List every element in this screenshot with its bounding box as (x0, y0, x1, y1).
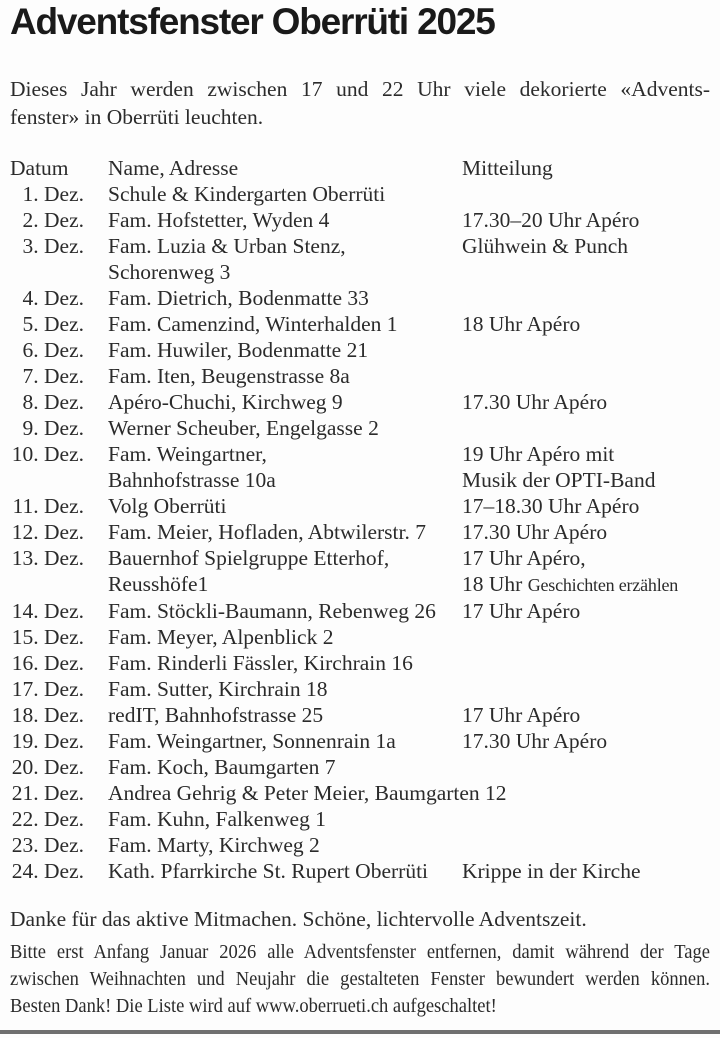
name-line: Werner Scheuber, Engelgasse 2 (108, 416, 379, 440)
row-name-address (108, 545, 462, 598)
row-date: 23. Dez. (11, 833, 84, 857)
row-name-address (108, 806, 462, 832)
note-line: 17–18.30 Uhr Apéro (462, 494, 640, 518)
schedule-table (10, 155, 710, 884)
row-name-address (108, 363, 462, 389)
row-name-address (108, 780, 507, 806)
table-row (10, 363, 710, 389)
table-row (10, 650, 710, 676)
note-line: 17 Uhr Apéro, (462, 546, 586, 570)
name-line: Volg Oberrüti (108, 494, 227, 518)
footer-notice-line-1: Bitte erst Anfang Januar 2026 alle Adventsfenster entfernen, damit während der Tage (10, 941, 710, 963)
bottom-divider (0, 1030, 720, 1034)
row-date: 14. Dez. (11, 599, 84, 623)
row-mitteilung (462, 624, 710, 650)
row-date: 19. Dez. (11, 729, 84, 753)
name-line: Bahnhofstrasse 10a (108, 468, 276, 492)
name-line: Apéro-Chuchi, Kirchweg 9 (108, 390, 343, 414)
name-line: Andrea Gehrig & Peter Meier, Baumgarten 12 (108, 781, 507, 805)
row-name-address (108, 728, 462, 754)
name-line: Fam. Stöckli-Baumann, Rebenweg 26 (108, 599, 436, 623)
row-date: 16. Dez. (11, 651, 84, 675)
note-line (462, 571, 710, 598)
row-mitteilung (462, 233, 710, 285)
table-row (10, 311, 710, 337)
row-name-address (108, 207, 462, 233)
row-mitteilung (462, 650, 710, 676)
name-line: Fam. Rinderli Fässler, Kirchrain 16 (108, 651, 413, 675)
note-line: 17.30 Uhr Apéro (462, 520, 608, 544)
note-line: 17.30 Uhr Apéro (462, 729, 608, 753)
row-date: 9. Dez. (22, 416, 84, 440)
row-date: 17. Dez. (11, 677, 84, 701)
footer (10, 906, 710, 1020)
name-line: Fam. Iten, Beugenstrasse 8a (108, 364, 350, 388)
row-mitteilung (462, 363, 710, 389)
table-row (10, 493, 710, 519)
row-mitteilung (462, 181, 710, 207)
table-row (10, 702, 710, 728)
table-row (10, 519, 710, 545)
row-mitteilung (462, 545, 710, 598)
row-date: 15. Dez. (11, 625, 84, 649)
row-mitteilung (462, 337, 710, 363)
row-mitteilung (462, 311, 710, 337)
row-date: 3. Dez. (22, 234, 84, 258)
name-line: Fam. Weingartner, Sonnenrain 1a (108, 729, 396, 753)
row-name-address (108, 389, 462, 415)
note-line: Krippe in der Kirche (462, 859, 641, 883)
name-line: Fam. Meyer, Alpenblick 2 (108, 625, 334, 649)
name-line: Fam. Marty, Kirchweg 2 (108, 833, 320, 857)
row-mitteilung (462, 285, 710, 311)
name-line: Bauernhof Spielgruppe Etterhof, (108, 546, 390, 570)
row-date: 18. Dez. (11, 703, 84, 727)
name-line: Fam. Huwiler, Bodenmatte 21 (108, 338, 369, 362)
name-line: redIT, Bahnhofstrasse 25 (108, 703, 324, 727)
row-mitteilung (462, 702, 710, 728)
row-date: 8. Dez. (22, 390, 84, 414)
row-mitteilung (462, 728, 710, 754)
row-date: 6. Dez. (22, 338, 84, 362)
footer-notice-line-2: zwischen Weihnachten und Neujahr die gestalteten Fenster bewundert werden können. (10, 968, 710, 990)
footer-notice (10, 939, 710, 1020)
table-row (10, 389, 710, 415)
row-mitteilung (462, 676, 710, 702)
row-mitteilung (462, 493, 710, 519)
row-date: 7. Dez. (22, 364, 84, 388)
intro-text (10, 75, 710, 131)
row-date: 12. Dez. (11, 520, 84, 544)
row-name-address (108, 311, 462, 337)
footer-final-text: Besten Dank! Die Liste wird auf www.oberrueti.ch aufgeschaltet! (10, 995, 497, 1017)
row-date: 4. Dez. (22, 286, 84, 310)
row-name-address (108, 519, 462, 545)
row-date: 10. Dez. (11, 442, 84, 466)
table-row (10, 415, 710, 441)
row-mitteilung (462, 832, 710, 858)
row-mitteilung (462, 207, 710, 233)
row-name-address (108, 832, 462, 858)
name-line: Fam. Dietrich, Bodenmatte 33 (108, 286, 369, 310)
page-title: Adventsfenster Oberrüti 2025 (10, 1, 495, 42)
row-name-address (108, 181, 462, 207)
row-date: 22. Dez. (11, 807, 84, 831)
intro-line-1: Dieses Jahr werden zwischen 17 und 22 Uhr viele dekorierte «Advents- (10, 77, 710, 101)
table-row (10, 598, 710, 624)
row-date: 5. Dez. (22, 312, 84, 336)
row-date: 1. Dez. (22, 182, 84, 206)
note-line: 18 Uhr Apéro (462, 312, 581, 336)
table-row (10, 207, 710, 233)
schedule-table-body (10, 181, 710, 884)
intro-line-2: fenster» in Oberrüti leuchten. (10, 105, 264, 129)
row-name-address (108, 598, 462, 624)
table-row (10, 545, 710, 598)
note-line: Glühwein & Punch (462, 234, 629, 258)
row-mitteilung (462, 598, 710, 624)
table-row (10, 780, 710, 806)
table-row (10, 676, 710, 702)
table-row (10, 285, 710, 311)
name-line: Kath. Pfarrkirche St. Rupert Oberrüti (108, 859, 429, 883)
name-line: Fam. Koch, Baumgarten 7 (108, 755, 336, 779)
row-mitteilung (462, 858, 710, 884)
row-name-address (108, 285, 462, 311)
row-name-address (108, 702, 462, 728)
table-row (10, 754, 710, 780)
table-row (10, 858, 710, 884)
row-date: 24. Dez. (11, 859, 84, 883)
note-small: Geschichten erzählen (527, 575, 679, 595)
footer-thanks-text: Danke für das aktive Mitmachen. Schöne, lichtervolle Adventszeit. (10, 907, 587, 931)
row-mitteilung (462, 519, 710, 545)
header-date: Datum (10, 156, 69, 180)
table-row (10, 181, 710, 207)
table-row (10, 832, 710, 858)
name-line: Fam. Camenzind, Winterhalden 1 (108, 312, 398, 336)
name-line: Fam. Meier, Hofladen, Abtwilerstr. 7 (108, 520, 426, 544)
note-main: 18 Uhr (462, 572, 528, 596)
name-line: Schule & Kindergarten Oberrüti (108, 182, 386, 206)
table-row (10, 624, 710, 650)
row-date: 21. Dez. (11, 781, 84, 805)
row-name-address (108, 337, 462, 363)
row-date: 2. Dez. (22, 208, 84, 232)
name-line: Fam. Luzia & Urban Stenz, (108, 234, 346, 258)
note-line: 17 Uhr Apéro (462, 703, 581, 727)
row-date: 20. Dez. (11, 755, 84, 779)
row-name-address (108, 441, 462, 493)
row-name-address (108, 676, 462, 702)
table-row (10, 806, 710, 832)
row-name-address (108, 754, 462, 780)
row-mitteilung (462, 754, 710, 780)
table-row (10, 441, 710, 493)
header-name-address: Name, Adresse (108, 156, 239, 180)
row-mitteilung (462, 389, 710, 415)
row-date: 13. Dez. (11, 546, 84, 570)
row-name-address (108, 493, 462, 519)
name-line: Fam. Weingartner, (108, 442, 267, 466)
note-line: 17.30–20 Uhr Apéro (462, 208, 640, 232)
note-line: Musik der OPTI-Band (462, 468, 656, 492)
table-row (10, 233, 710, 285)
row-name-address (108, 233, 462, 285)
table-row (10, 337, 710, 363)
note-line: 17.30 Uhr Apéro (462, 390, 608, 414)
row-name-address (108, 624, 462, 650)
name-line: Reusshöfe1 (108, 572, 209, 596)
row-mitteilung (462, 441, 710, 493)
row-mitteilung (462, 415, 710, 441)
table-row (10, 728, 710, 754)
row-mitteilung (462, 806, 710, 832)
row-name-address (108, 650, 462, 676)
note-line: 19 Uhr Apéro mit (462, 442, 615, 466)
row-name-address (108, 858, 462, 884)
note-line: 17 Uhr Apéro (462, 599, 581, 623)
name-line: Schorenweg 3 (108, 260, 231, 284)
row-name-address (108, 415, 462, 441)
table-header-row (10, 155, 710, 181)
row-date: 11. Dez. (12, 494, 84, 518)
name-line: Fam. Sutter, Kirchrain 18 (108, 677, 328, 701)
row-mitteilung (462, 780, 710, 806)
name-line: Fam. Kuhn, Falkenweg 1 (108, 807, 326, 831)
header-mitteilung: Mitteilung (462, 156, 553, 180)
name-line: Fam. Hofstetter, Wyden 4 (108, 208, 330, 232)
